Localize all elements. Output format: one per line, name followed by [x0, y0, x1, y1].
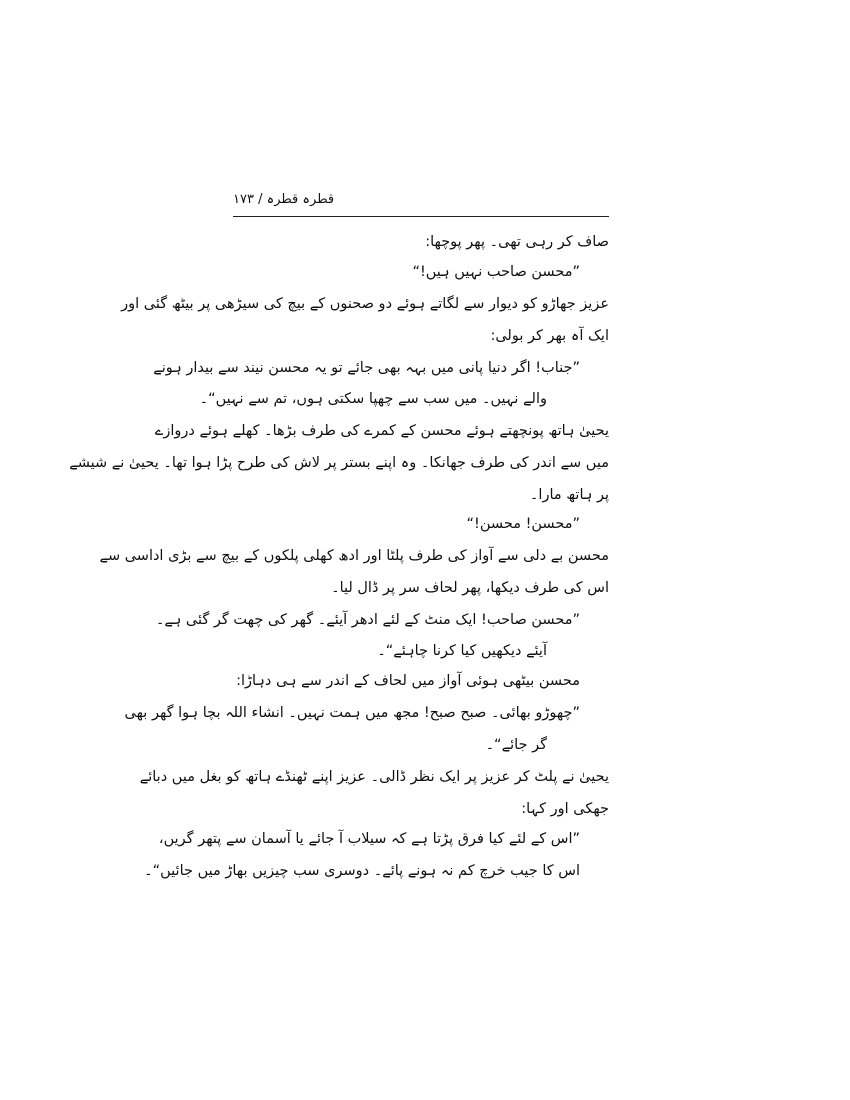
text-line: ”محسن! محسن!“ [466, 516, 580, 532]
text-line: عزیز جھاڑو کو دیوار سے لگاتے ہوئے دو صحنوں کے بیچ کی سیڑھی پر بیٹھ گئی اور [121, 296, 609, 312]
text-line: ”جناب! اگر دنیا پانی میں بہہ بھی جائے تو یہ محسن نیند سے بیدار ہونے [153, 360, 580, 376]
text-line: میں سے اندر کی طرف جھانکا۔ وہ اپنے بستر پر لاش کی طرح پڑا ہوا تھا۔ یحییٰ نے شیشے [69, 455, 609, 471]
text-line: والے نہیں۔ میں سب سے چھپا سکتی ہوں، تم سے نہیں“۔ [199, 391, 547, 407]
text-line: ”اس کے لئے کیا فرق پڑتا ہے کہ سیلاب آ جائے یا آسمان سے پتھر گریں، [158, 831, 580, 847]
text-line: ایک آہ بھر کر بولی: [490, 328, 609, 344]
text-line: صاف کر رہی تھی۔ پھر پوچھا: [425, 234, 609, 250]
text-line: محسن بیٹھی ہوئی آواز میں لحاف کے اندر سے ہی دہاڑا: [236, 673, 580, 689]
text-line: پر ہاتھ مارا۔ [529, 487, 609, 503]
text-line: آیئے دیکھیں کیا کرنا چاہئے“۔ [377, 643, 547, 659]
text-line: اس کی طرف دیکھا، پھر لحاف سر پر ڈال لیا۔ [331, 580, 609, 596]
text-line: جھکی اور کہا: [521, 801, 609, 817]
text-line: ”محسن صاحب! ایک منٹ کے لئے ادھر آیئے۔ گھر کی چھت گر گئی ہے۔ [155, 612, 580, 628]
text-line: یحییٰ نے پلٹ کر عزیز پر ایک نظر ڈالی۔ عزیز اپنے ٹھنڈے ہاتھ کو بغل میں دبائے [139, 769, 609, 785]
text-line: ”محسن صاحب نہیں ہیں!“ [412, 264, 580, 280]
text-line: یحییٰ ہاتھ پونچھتے ہوئے محسن کے کمرے کی طرف بڑھا۔ کھلے ہوئے دروازے [154, 423, 609, 439]
text-line: گر جائے“۔ [485, 737, 547, 753]
text-line: ”چھوڑو بھائی۔ صبح صبح! مجھ میں ہمت نہیں۔ انشاء اللہ بچا ہوا گھر بھی [124, 705, 580, 721]
page-header [233, 190, 609, 217]
text-line: اس کا جیب خرچ کم نہ ہونے پائے۔ دوسری سب چیزیں بھاڑ میں جائیں“۔ [144, 863, 580, 879]
text-line: محسن بے دلی سے آواز کی طرف پلٹا اور ادھ کھلی پلکوں کے بیچ سے بڑی اداسی سے [99, 548, 609, 564]
running-title: قطرہ قطرہ / ١٧٣ [233, 192, 335, 207]
